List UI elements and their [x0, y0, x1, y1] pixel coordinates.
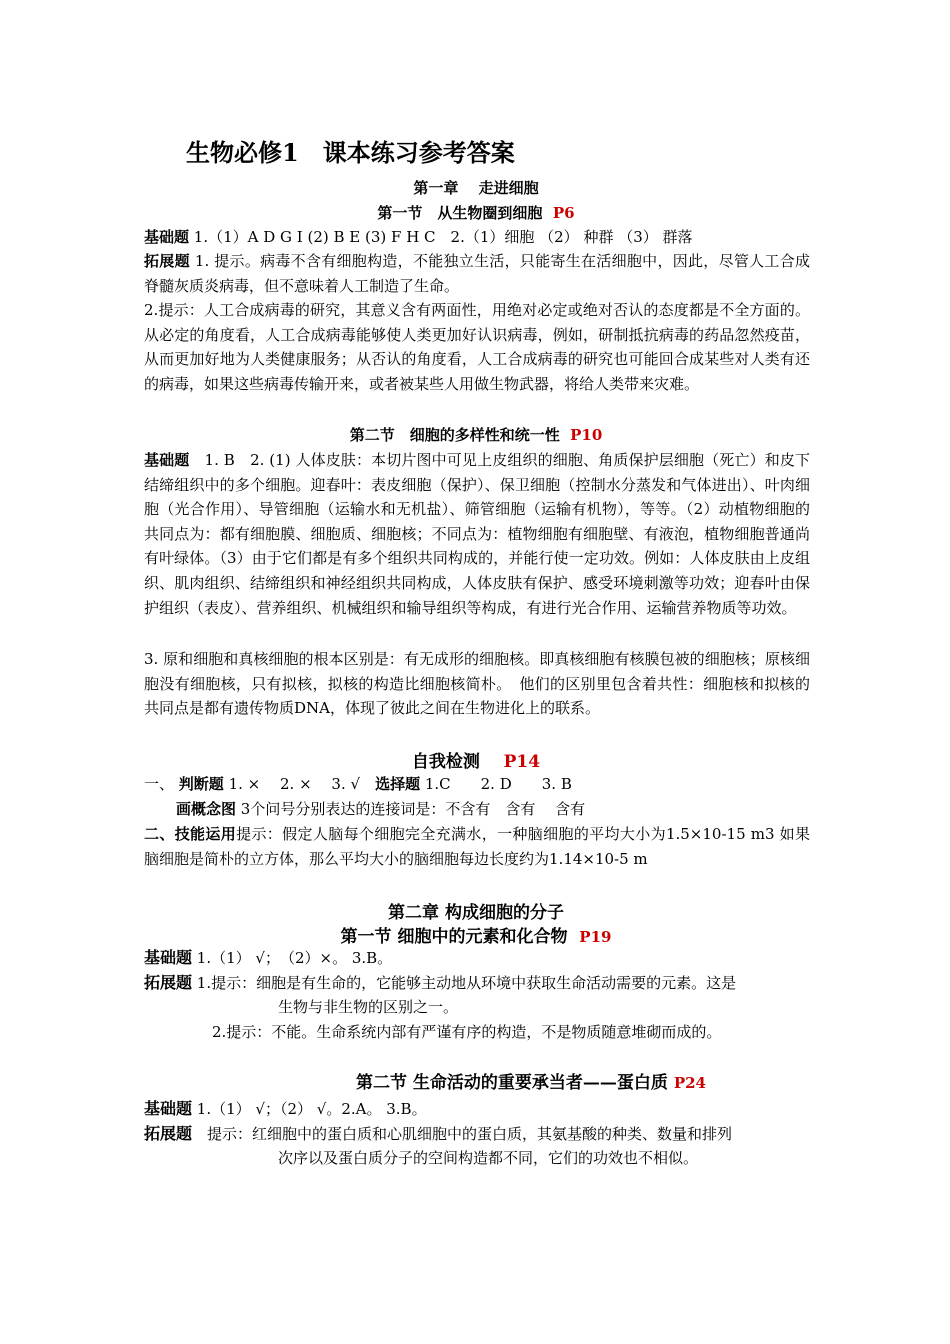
chapter-2-heading: 第二章 构成细胞的分子: [388, 903, 564, 923]
section-2-1-heading: [144, 922, 808, 947]
extension-label: 拓展题: [144, 973, 193, 992]
section-1-2-item-3: 3. 原和细胞和真核细胞的根本区别是：有无成形的细胞核。即真核细胞有核膜包被的细胞核；原核细胞没有细胞核，只有拟核，拟核的构造比细胞核简朴。 他们的区别里包含着共性：细胞核和拟核的共同点是都有遗传物质DNA，体现了彼此之间在生物进化上的联系。: [144, 650, 810, 718]
choice-label: 选择题: [375, 775, 421, 793]
section-1-2-heading: [144, 424, 808, 445]
extension-text-1a: 1.提示：细胞是有生命的，它能够主动地从环境中获取生命活动需要的元素。这是: [192, 974, 737, 992]
basic-label: 基础题: [144, 948, 193, 967]
section-2-1-basic: [144, 946, 392, 970]
basic-label: 基础题: [144, 451, 190, 469]
basic-text: 1.（1）A D G I (2) B E (3) F H C 2.（1）细胞 （2） 种群 （3） 群落: [189, 228, 693, 246]
self-check-heading: [144, 747, 808, 772]
section-2-2-heading: [356, 1071, 706, 1095]
self-check-skill: [144, 822, 810, 871]
concept-text: 3个问号分别表达的连接词是：不含有 含有 含有: [236, 800, 586, 818]
section-2-1-extension-1: [144, 971, 736, 995]
section-2-2-extension: [144, 1122, 732, 1146]
section-2-1-page: P19: [579, 928, 612, 946]
part-one-prefix: 一、: [144, 775, 175, 793]
section-1-2-basic: [144, 448, 810, 620]
skill-text: 提示：假定人脑每个细胞完全充满水，一种脑细胞的平均大小为1.5×10-15 m3 如果脑细胞是简朴的立方体，那么平均大小的脑细胞每边长度约为1.14×10-5 m: [144, 825, 810, 868]
section-2-2-page: P24: [673, 1074, 706, 1092]
page-title: 生物必修1 课本练习参考答案: [186, 138, 515, 167]
extension-label: 拓展题: [144, 1124, 193, 1143]
extension-text-a: 提示：红细胞中的蛋白质和心肌细胞中的蛋白质，其氨基酸的种类、数量和排列: [192, 1125, 733, 1143]
self-check-line-2: [176, 797, 585, 821]
judge-text: 1. × 2. × 3. √: [223, 775, 376, 793]
basic-text: 1.（1） √； （2）×。 3.B。: [192, 949, 393, 967]
basic-text: 1. B 2. (1) 人体皮肤：本切片图中可见上皮组织的细胞、角质保护层细胞（死亡）和皮下结缔组织中的多个细胞。迎春叶：表皮细胞（保护）、保卫细胞（控制水分蒸发和气体进出）、叶肉细胞（光合作用）、导管细胞（运输水和无机盐）、筛管细胞（运输有机物），等等。（2）动植物细胞的共同点为：都有细胞膜、细胞质、细胞核；不同点为：植物细胞有细胞壁、有液泡，植物细胞普通尚有叶绿体。（3）由于它们都是有多个组织共同构成的，并能行使一定功效。例如：人体皮肤由上皮组织、肌肉组织、结缔组织和神经组织共同构成，人体皮肤有保护、感受环境刺激等功效；迎春叶由保护组织（表皮）、营养组织、机械组织和输导组织等构成，有进行光合作用、运输营养物质等功效。: [144, 451, 810, 617]
section-1-1-page: P6: [552, 204, 575, 222]
section-1-1-extension-1: [144, 249, 810, 298]
concept-label: 画概念图: [176, 800, 237, 818]
section-1-1-title: 第一节 从生物圈到细胞: [377, 204, 543, 222]
section-1-1-heading: [144, 202, 808, 223]
extension-text-1: 1. 提示。病毒不含有细胞构造，不能独立生活，只能寄生在活细胞中，因此，尽管人工合成脊髓灰质炎病毒，但不意味着人工制造了生命。: [144, 252, 810, 295]
self-check-page: P14: [503, 752, 541, 772]
section-2-1-extension-1-cont: 生物与非生物的区别之一。: [278, 998, 459, 1016]
self-check-line-1: [144, 772, 572, 796]
section-1-1-basic: [144, 225, 693, 249]
extension-label: 拓展题: [144, 252, 190, 270]
section-2-2-basic: [144, 1097, 427, 1121]
choice-text: 1.C 2. D 3. B: [420, 775, 572, 793]
skill-label: 二、技能运用: [144, 825, 237, 843]
chapter-1-heading: 第一章 走进细胞: [413, 179, 539, 197]
self-check-title: 自我检测: [411, 752, 480, 772]
section-2-2-title: 第二节 生命活动的重要承当者——蛋白质: [356, 1073, 668, 1093]
section-2-1-title: 第一节 细胞中的元素和化合物: [340, 927, 568, 947]
section-1-2-title: 第二节 细胞的多样性和统一性: [349, 426, 560, 444]
judge-label: 判断题: [178, 775, 224, 793]
section-2-2-extension-cont: 次序以及蛋白质分子的空间构造都不同，它们的功效也不相似。: [278, 1149, 699, 1167]
section-2-1-extension-2: 2.提示：不能。生命系统内部有严谨有序的构造，不是物质随意堆砌而成的。: [212, 1023, 722, 1041]
basic-text: 1.（1） √；（2） √。2.A。 3.B。: [192, 1100, 427, 1118]
section-1-1-extension-2: 2.提示：人工合成病毒的研究，其意义含有两面性，用绝对必定或绝对否认的态度都是不全方面的。从必定的角度看，人工合成病毒能够使人类更加好认识病毒，例如，研制抵抗病毒的药品忽然疫苗，从而更加好地为人类健康服务；从否认的角度看，人工合成病毒的研究也可能回合成某些对人类有还的病毒，如果这些病毒传输开来，或者被某些人用做生物武器，将给人类带来灾难。: [144, 301, 810, 393]
section-1-2-page: P10: [570, 426, 603, 444]
basic-label: 基础题: [144, 1099, 193, 1118]
basic-label: 基础题: [144, 228, 190, 246]
